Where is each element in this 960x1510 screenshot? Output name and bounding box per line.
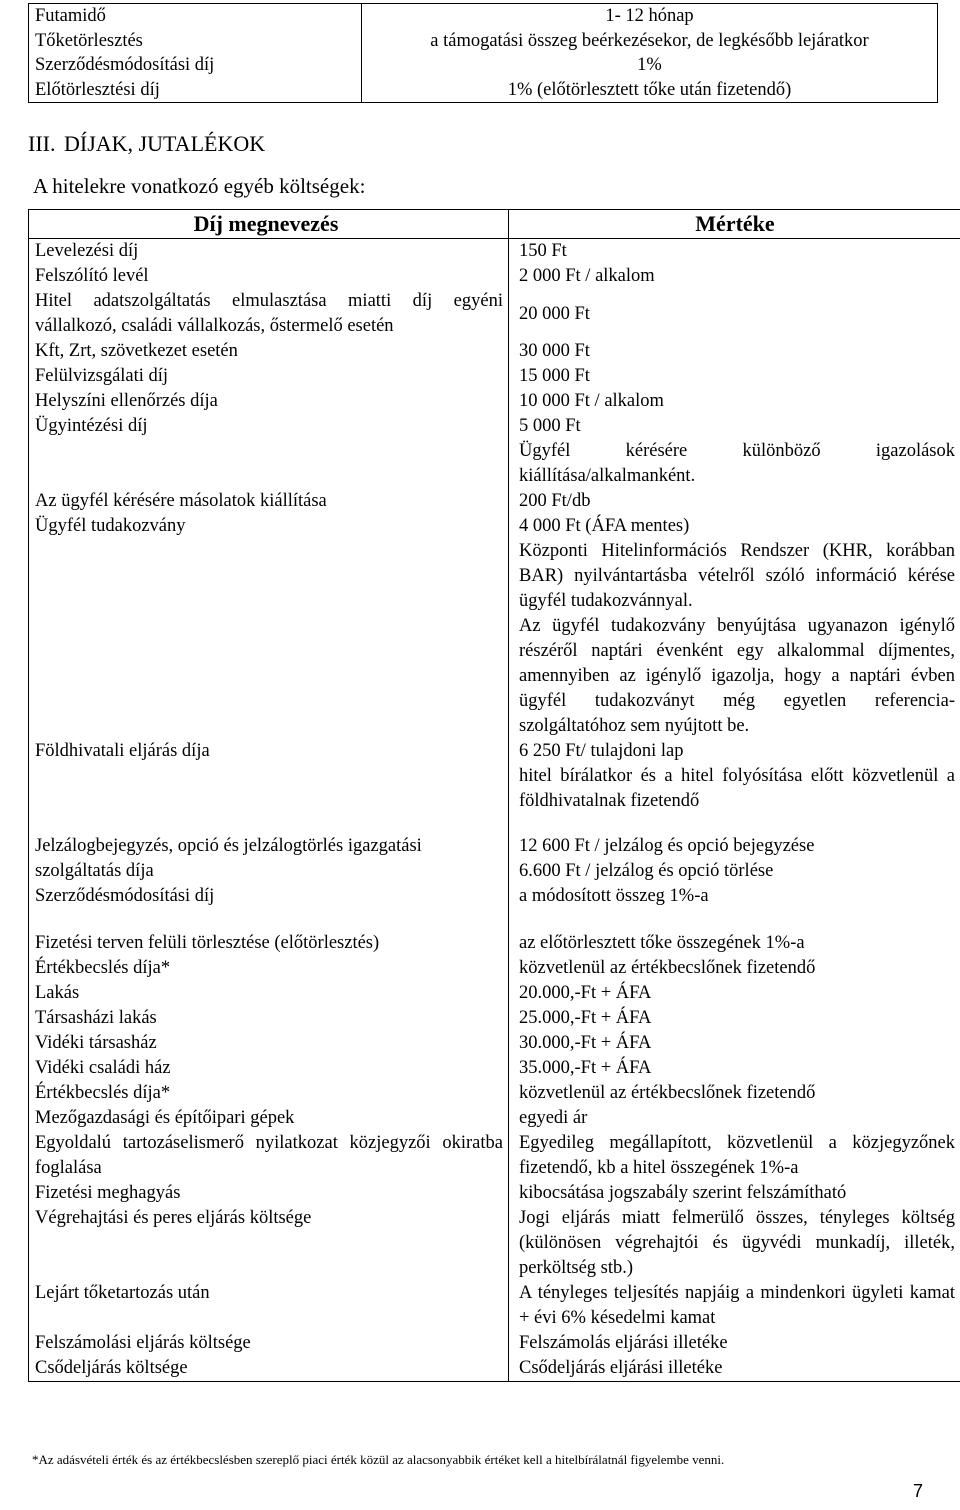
fee-name: Lejárt tőketartozás után — [29, 1281, 509, 1331]
fee-name: Az ügyfél kérésére másolatok kiállítása — [29, 489, 509, 514]
fee-amount: 30 000 Ft — [509, 339, 960, 364]
fee-name: Fizetési terven felüli törlesztése (előtörlesztés) — [29, 931, 509, 956]
fee-row — [29, 1181, 960, 1206]
term-value: 1% — [362, 53, 938, 78]
fee-note: Központi Hitelinformációs Rendszer (KHR, korábban BAR) nyilvántartásba vételről szóló információ kérése ügyfél tudakozvánnyal. — [519, 541, 955, 611]
fee-name: Társasházi lakás — [29, 1006, 509, 1031]
fee-amount: 30.000,-Ft + ÁFA — [509, 1031, 960, 1056]
fee-name: Felszámolási eljárás költsége — [29, 1331, 509, 1356]
fee-amount: egyedi ár — [509, 1106, 960, 1131]
fee-table — [28, 209, 960, 1382]
fee-name: Vidéki családi ház — [29, 1056, 509, 1081]
term-label: Tőketörlesztés — [29, 29, 362, 54]
fee-row — [29, 1281, 960, 1331]
fee-amount: 12 600 Ft / jelzálog és opció bejegyzése — [519, 836, 815, 856]
term-value: 1- 12 hónap — [362, 4, 938, 29]
fee-amount: A tényleges teljesítés napjáig a mindenkori ügyleti kamat + évi 6% késedelmi kamat — [509, 1281, 960, 1331]
fee-amount: 150 Ft — [509, 239, 960, 265]
fee-note: Az ügyfél tudakozvány benyújtása ugyanazon igénylő részéről naptári évenként egy alkalommal díjmentes, amennyiben az igénylő igazolja, hogy a naptári évben ügyfél tudakozványt még egyetlen referencia-szolgáltatóhoz sem nyújtott be. — [519, 616, 955, 736]
fee-note: Ügyfél kérésére különböző igazolások kiállítása/alkalmanként. — [519, 441, 955, 486]
fee-name: Szerződésmódosítási díj — [29, 884, 509, 909]
fee-amount-cell — [509, 514, 960, 739]
fee-row — [29, 981, 960, 1006]
fee-amount: 2 000 Ft / alkalom — [509, 264, 960, 289]
footnote: *Az adásvételi érték és az értékbecslésben szereplő piaci érték közül az alacsonyabbik értéket kell a hitelbírálatnál figyelembe venni. — [32, 1452, 725, 1467]
terms-row — [29, 29, 938, 54]
page-number: 7 — [913, 1481, 924, 1501]
fee-name: Helyszíni ellenőrzés díja — [29, 389, 509, 414]
section-subtitle: A hitelekre vonatkozó egyéb költségek: — [33, 174, 366, 198]
fee-amount: 5 000 Ft — [519, 416, 581, 436]
section-number: III. — [28, 131, 56, 156]
fee-name: Lakás — [29, 981, 509, 1006]
term-label: Szerződésmódosítási díj — [29, 53, 362, 78]
fee-name: Kft, Zrt, szövetkezet esetén — [29, 339, 509, 364]
fee-name: Földhivatali eljárás díja — [29, 739, 509, 814]
fee-name: Hitel adatszolgáltatás elmulasztása miatti díj egyéni vállalkozó, családi vállalkozás, őstermelő esetén — [29, 289, 509, 339]
fee-row — [29, 1081, 960, 1106]
spacer-row — [29, 909, 960, 931]
fee-amount: 15 000 Ft — [509, 364, 960, 389]
fee-name: Értékbecslés díja* — [29, 956, 509, 981]
fee-amount: 6.600 Ft / jelzálog és opció törlése — [519, 861, 774, 881]
fee-name: Felszólító levél — [29, 264, 509, 289]
fee-row — [29, 739, 960, 814]
terms-row — [29, 53, 938, 78]
term-value: a támogatási összeg beérkezésekor, de legkésőbb lejáratkor — [362, 29, 938, 54]
fee-amount: Jogi eljárás miatt felmerülő összes, tényleges költség (különösen végrehajtói és ügyvédi munkadíj, illeték, perköltség stb.) — [509, 1206, 960, 1281]
fee-amount: Egyedileg megállapított, közvetlenül a közjegyzőnek fizetendő, kb a hitel összegének 1%-a — [509, 1131, 960, 1181]
fee-row — [29, 339, 960, 364]
fee-name: Fizetési meghagyás — [29, 1181, 509, 1206]
fee-row — [29, 1131, 960, 1181]
fee-row — [29, 1206, 960, 1281]
spacer-row — [29, 814, 960, 834]
fee-amount: a módosított összeg 1%-a — [509, 884, 960, 909]
fee-name: Értékbecslés díja* — [29, 1081, 509, 1106]
fee-name: Ügyfél tudakozvány — [29, 514, 509, 739]
fee-amount-cell — [509, 414, 960, 489]
section-title: DÍJAK, JUTALÉKOK — [64, 131, 266, 156]
fee-name: Jelzálogbejegyzés, opció és jelzálogtörlés igazgatási szolgáltatás díja — [29, 834, 509, 884]
fee-amount: Csődeljárás eljárási illetéke — [509, 1356, 960, 1382]
fee-row — [29, 884, 960, 909]
fee-amount: 6 250 Ft/ tulajdoni lap — [519, 741, 684, 761]
term-value: 1% (előtörlesztett tőke után fizetendő) — [362, 78, 938, 103]
fee-table-header — [29, 210, 960, 239]
fee-row — [29, 289, 960, 339]
header-fee-name: Díj megnevezés — [29, 210, 509, 239]
fee-name: Végrehajtási és peres eljárás költsége — [29, 1206, 509, 1281]
fee-row — [29, 1031, 960, 1056]
fee-amount: kibocsátása jogszabály szerint felszámítható — [509, 1181, 960, 1206]
term-label: Előtörlesztési díj — [29, 78, 362, 103]
fee-row — [29, 1331, 960, 1356]
fee-name: Ügyintézési díj — [29, 414, 509, 489]
fee-row — [29, 1006, 960, 1031]
fee-row — [29, 489, 960, 514]
fee-amount: 4 000 Ft (ÁFA mentes) — [519, 516, 690, 536]
fee-row — [29, 389, 960, 414]
header-fee-amount: Mértéke — [509, 210, 960, 239]
terms-row — [29, 78, 938, 103]
fee-row — [29, 239, 960, 265]
fee-row — [29, 514, 960, 739]
fee-row — [29, 414, 960, 489]
fee-row — [29, 834, 960, 884]
fee-name: Levelezési díj — [29, 239, 509, 265]
loan-terms-table — [28, 3, 938, 103]
fee-row — [29, 1056, 960, 1081]
fee-amount: közvetlenül az értékbecslőnek fizetendő — [509, 956, 960, 981]
section-heading — [28, 130, 265, 158]
fee-row — [29, 264, 960, 289]
fee-amount: 200 Ft/db — [509, 489, 960, 514]
fee-amount: az előtörlesztett tőke összegének 1%-a — [509, 931, 960, 956]
fee-note: hitel bírálatkor és a hitel folyósítása előtt közvetlenül a földhivatalnak fizetendő — [519, 766, 955, 811]
fee-row — [29, 931, 960, 956]
fee-name: Vidéki társasház — [29, 1031, 509, 1056]
fee-row — [29, 1356, 960, 1382]
term-label: Futamidő — [29, 4, 362, 29]
fee-amount: 20 000 Ft — [509, 289, 960, 339]
fee-amount-cell — [509, 834, 960, 884]
fee-name: Felülvizsgálati díj — [29, 364, 509, 389]
fee-amount: 20.000,-Ft + ÁFA — [509, 981, 960, 1006]
terms-row — [29, 4, 938, 29]
fee-amount: közvetlenül az értékbecslőnek fizetendő — [509, 1081, 960, 1106]
fee-amount: 10 000 Ft / alkalom — [509, 389, 960, 414]
fee-amount-cell — [509, 739, 960, 814]
fee-row — [29, 956, 960, 981]
fee-name: Mezőgazdasági és építőipari gépek — [29, 1106, 509, 1131]
fee-amount: Felszámolás eljárási illetéke — [509, 1331, 960, 1356]
fee-row — [29, 364, 960, 389]
fee-name: Egyoldalú tartozáselismerő nyilatkozat közjegyzői okiratba foglalása — [29, 1131, 509, 1181]
fee-amount: 35.000,-Ft + ÁFA — [509, 1056, 960, 1081]
fee-name: Csődeljárás költsége — [29, 1356, 509, 1382]
fee-amount: 25.000,-Ft + ÁFA — [509, 1006, 960, 1031]
fee-row — [29, 1106, 960, 1131]
